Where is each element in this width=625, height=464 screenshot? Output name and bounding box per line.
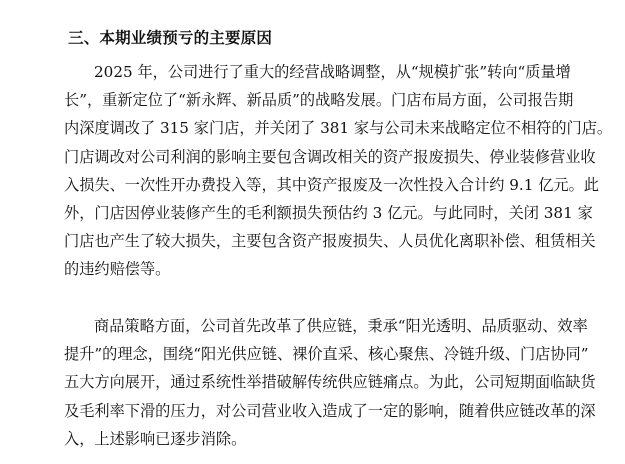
paragraph-line: 长”，重新定位了“新永辉、新品质”的战略发展。门店布局方面，公司报告期 (64, 91, 574, 110)
paragraph-strategy-adjustment (64, 58, 625, 284)
paragraph-line: 五大方向展开，通过系统性举措破解传统供应链痛点。为此，公司短期面临缺货 (64, 373, 596, 392)
paragraph-line: 商品策略方面，公司首先改革了供应链，秉承“阳光透明、品质驱动、效率 (94, 317, 588, 335)
paragraph-line: 入损失、一次性开办费投入等，其中资产报废及一次性投入合计约 9.1 亿元。此 (64, 175, 599, 194)
paragraph-line: 2025 年，公司进行了重大的经营战略调整，从“规模扩张”转向“质量增 (94, 63, 571, 81)
paragraph-line: 门店调改对公司利润的影响主要包含调改相关的资产报废损失、停业装修营业收 (64, 147, 596, 166)
paragraph-line: 外，门店因停业装修产生的毛利额损失预估约 3 亿元。与此同时，关闭 381 家 (64, 203, 593, 222)
paragraph-product-strategy (64, 312, 625, 453)
section-heading: 三、本期业绩预亏的主要原因 (68, 29, 273, 47)
paragraph-line: 的违约赔偿等。 (64, 260, 171, 279)
paragraph-line: 提升”的理念，围绕“阳光供应链、裸价直采、核心聚焦、冷链升级、门店协同” (64, 345, 589, 364)
paragraph-line: 内深度调改了 315 家门店，并关闭了 381 家与公司未来战略定位不相符的门店。 (64, 119, 613, 138)
paragraph-line: 入，上述影响已逐步消除。 (64, 429, 247, 448)
paragraph-line: 门店也产生了较大损失，主要包含资产报废损失、人员优化离职补偿、租赁相关 (64, 232, 596, 251)
paragraph-line: 及毛利率下滑的压力，对公司营业收入造成了一定的影响，随着供应链改革的深 (64, 401, 596, 420)
